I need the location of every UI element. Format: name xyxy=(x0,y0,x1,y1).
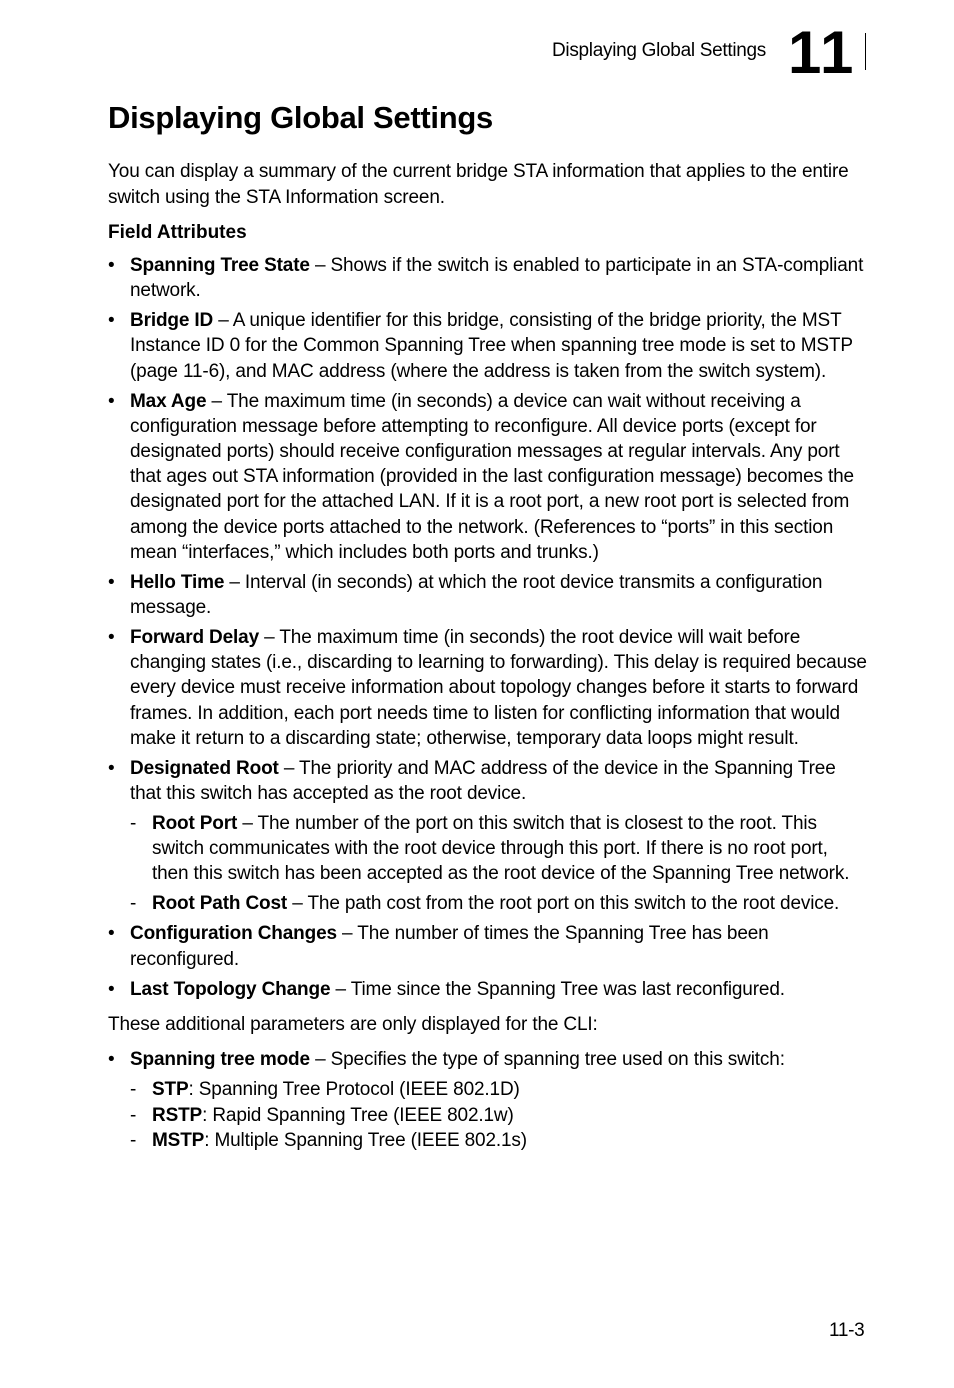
sub-field-item xyxy=(108,811,868,887)
field-description: – Interval (in seconds) at which the root device transmits a configuration message. xyxy=(130,571,823,619)
field-term: Designated Root xyxy=(130,757,279,779)
spanning-tree-mode-list xyxy=(108,1077,868,1153)
field-list-continued xyxy=(108,921,868,1001)
sub-field-description: – The path cost from the root port on this switch to the root device. xyxy=(287,893,840,915)
field-description: – The maximum time (in seconds) a device can wait without receiving a configuration message before attempting to reconfigure. All device ports (except for designated ports) should receive configuration messages at regular intervals. Any port that ages out STA information (provided in the last configuration message) becomes the designated port for the attached LAN. If it is a root port, a new root port is selected from among the device ports attached to the network. (References to “ports” in this section mean “interfaces,” which includes both ports and trunks.) xyxy=(130,390,854,563)
sub-field-term: Root Path Cost xyxy=(152,893,288,915)
mode-description: : Spanning Tree Protocol (IEEE 802.1D) xyxy=(188,1079,520,1101)
cli-parameter-list xyxy=(108,1047,868,1072)
page-content xyxy=(108,98,868,1153)
page-number: 11-3 xyxy=(829,1320,865,1341)
mode-item xyxy=(108,1103,868,1128)
field-item xyxy=(108,308,868,384)
mode-term: MSTP xyxy=(152,1129,205,1151)
field-term: Max Age xyxy=(130,390,207,412)
field-list xyxy=(108,253,868,806)
field-attributes-heading: Field Attributes xyxy=(108,222,247,243)
cli-parameter-term: Spanning tree mode xyxy=(130,1049,310,1071)
running-header: Displaying Global Settings xyxy=(552,40,766,61)
sub-field-term: Root Port xyxy=(152,813,238,835)
field-description: – A unique identifier for this bridge, consisting of the bridge priority, the MST Instance ID 0 for the Common Spanning Tree when spanning tree mode is set to MSTP (page 11-6), and MAC address (where the address is taken from the switch system). xyxy=(130,310,853,382)
field-description: – Time since the Spanning Tree was last reconfigured. xyxy=(330,978,785,1000)
field-term: Last Topology Change xyxy=(130,978,331,1000)
field-term: Forward Delay xyxy=(130,627,259,649)
cli-parameter-item xyxy=(108,1047,868,1072)
field-item xyxy=(108,253,868,303)
field-item xyxy=(108,756,868,806)
field-description: – The maximum time (in seconds) the root device will wait before changing states (i.e., discarding to learning to forwarding). This delay is required because every device must receive information about topology changes before it starts to forward frames. In addition, each port needs time to listen for conflicting information that would make it return to a discarding state; otherwise, temporary data loops might result. xyxy=(130,627,867,749)
mode-description: : Rapid Spanning Tree (IEEE 802.1w) xyxy=(202,1104,514,1126)
field-term: Hello Time xyxy=(130,571,225,593)
mode-term: STP xyxy=(152,1079,189,1101)
field-description: – The priority and MAC address of the device in the Spanning Tree that this switch has accepted as the root device. xyxy=(130,757,836,805)
mode-description: : Multiple Spanning Tree (IEEE 802.1s) xyxy=(204,1129,527,1151)
field-description: – The number of times the Spanning Tree has been reconfigured. xyxy=(130,923,769,970)
mode-item xyxy=(108,1128,868,1153)
cli-intro-paragraph: These additional parameters are only displayed for the CLI: xyxy=(108,1013,598,1035)
cli-parameter-description: – Specifies the type of spanning tree used on this switch: xyxy=(309,1049,785,1071)
field-term: Bridge ID xyxy=(130,310,214,332)
field-item xyxy=(108,977,868,1002)
sub-field-item xyxy=(108,891,868,916)
field-item xyxy=(108,625,868,751)
field-item xyxy=(108,570,868,620)
designated-root-sublist xyxy=(108,811,868,917)
field-item xyxy=(108,389,868,565)
intro-paragraph: You can display a summary of the current bridge STA information that applies to the entire switch using the STA Information screen. xyxy=(108,161,849,208)
chapter-number: 11 xyxy=(788,19,856,86)
chapter-divider xyxy=(865,33,866,70)
section-title: Displaying Global Settings xyxy=(108,100,493,135)
field-item xyxy=(108,921,868,971)
field-description: – Shows if the switch is enabled to participate in an STA-compliant network. xyxy=(130,255,864,302)
field-term: Spanning Tree State xyxy=(130,255,310,276)
mode-item xyxy=(108,1077,868,1102)
field-term: Configuration Changes xyxy=(130,923,337,945)
mode-term: RSTP xyxy=(152,1104,203,1126)
sub-field-description: – The number of the port on this switch that is closest to the root. This switch communicates with the root device through this port. If there is no root port, then this switch has been accepted as the root device of the Spanning Tree network. xyxy=(152,813,850,885)
